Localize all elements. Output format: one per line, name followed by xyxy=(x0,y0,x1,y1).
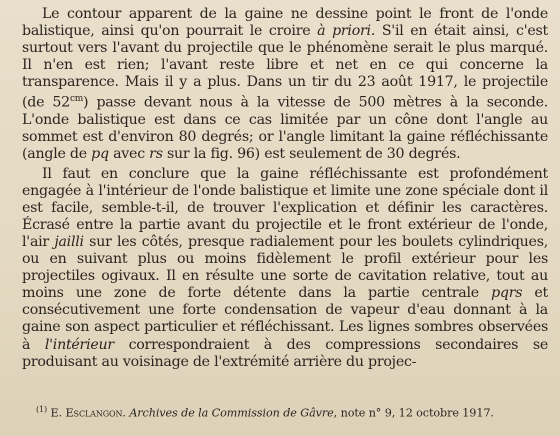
paragraph-2-italic-jailli: jailli xyxy=(54,233,84,250)
paragraph-1-italic-pq: pq xyxy=(91,146,109,163)
paragraph-2-italic-interieur: l'intérieur xyxy=(44,336,114,353)
footnote-details: , note n° 9, 12 octobre 1917. xyxy=(333,406,494,420)
paragraph-2-text-c: et consécutivement une forte condensation de vapeur d'eau donnant à la gaine son aspect particulier et réfléchissant. Les lignes sombres observées à xyxy=(22,285,549,353)
footnote xyxy=(36,403,494,421)
paragraph-2-italic-pqrs: pqrs xyxy=(491,285,523,302)
paragraph-1 xyxy=(22,6,548,164)
paragraph-1-italic-rs: rs xyxy=(149,146,163,163)
paragraph-1-text-a: Le contour apparent de la gaine ne dessine point le front de l'onde balistique, ainsi qu'on pourrait le croire xyxy=(22,6,548,40)
paragraph-1-superscript-cm: cm xyxy=(69,94,84,105)
footnote-marker: (1) xyxy=(36,405,48,414)
paragraph-1-text-d: avec xyxy=(108,146,150,163)
footnote-source: Archives de la Commission de Gâvre xyxy=(129,406,334,420)
paragraph-1-text-b: . S'il en était ainsi, c'est surtout vers l'avant du projectile que le phénomène serait le plus marqué. Il n'en est rien; l'avant reste libre et net en ce qui concerne la transparence. Mais il y a plus. Dans un tir du 23 août 1917, le projectile (de 52 xyxy=(22,23,548,112)
footnote-author: E. Esclangon. xyxy=(50,406,126,420)
paragraph-1-text-e: sur la fig. 96) est seulement de 30 degrés. xyxy=(162,146,461,163)
paragraph-1-text-c: ) passe devant nous à la vitesse de 500 mètres à la seconde. L'onde balistique est dans ce cas limitée par un cône dont l'angle au sommet est d'environ 80 degrés; or l'angle limitant la gaine réfléchissante (angle de xyxy=(22,95,549,163)
paragraph-2-text-b: sur les côtés, presque radialement pour les boulets cylindriques, ou en suivant plus ou moins fidèlement le profil extérieur pour les projectiles ogivaux. Il en résulte une sorte de cavitation relative, tout au moins une zone de forte détente dans la partie centrale xyxy=(22,233,548,302)
paragraph-1-italic-a-priori: à priori xyxy=(317,23,371,40)
paragraph-2-text-d: correspondraient à des compressions secondaires se produisant au voisinage de l'extrémité arrière du projec- xyxy=(22,336,549,370)
paragraph-2-text-a: Il faut en conclure que la gaine réfléchissante est profondément engagée à l'intérieur de l'onde balistique et limite une zone spéciale dont il est facile, semble-t-il, de trouver l'explication et définir les caractères. Écrasé entre la partie avant du projectile et le front extérieur de l'onde, l'air xyxy=(22,165,548,250)
paragraph-2 xyxy=(22,166,548,371)
